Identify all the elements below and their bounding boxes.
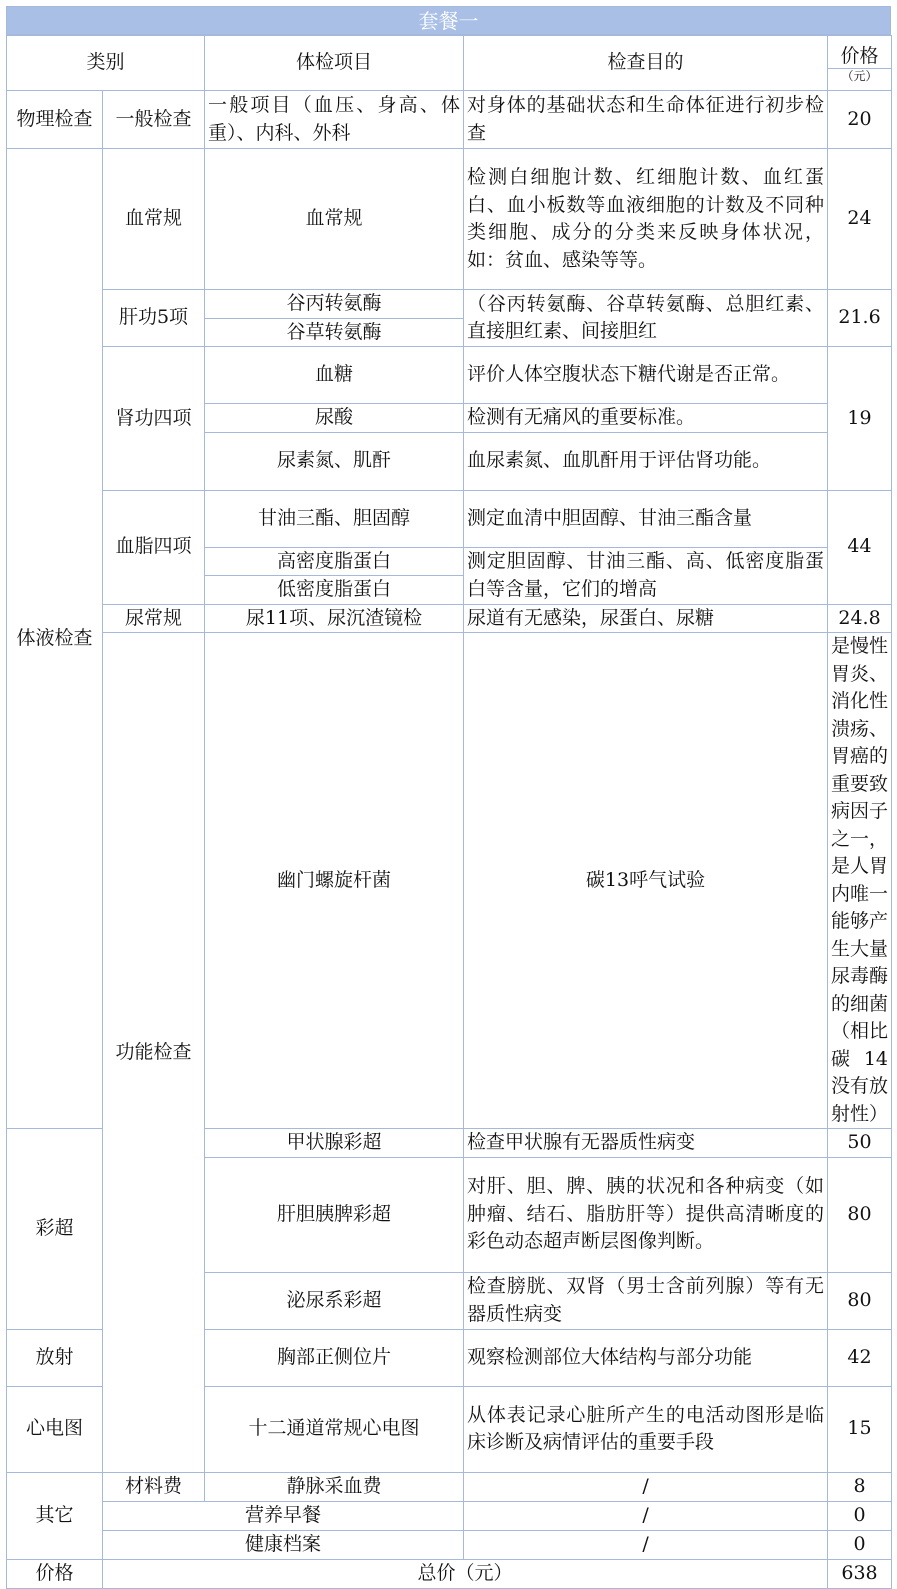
sub-material: 材料费 <box>103 1472 205 1501</box>
group-physical: 物理检查 <box>7 91 103 149</box>
purpose-xray: 观察检测部位大体结构与部分功能 <box>464 1329 828 1386</box>
group-function: 功能检查 <box>103 633 205 1473</box>
package-table-wrap <box>6 6 891 1584</box>
price-kidney: 19 <box>828 347 892 491</box>
sub-general: 一般检查 <box>103 91 205 149</box>
table-row <box>7 91 892 149</box>
price-urine: 24.8 <box>828 604 892 633</box>
purpose-general: 对身体的基础状态和生命体征进行初步检查 <box>464 91 828 149</box>
purpose-material: / <box>464 1472 828 1501</box>
item-hp: 碳13呼气试验 <box>464 633 828 1129</box>
price-ultrasound-3: 80 <box>828 1272 892 1329</box>
sub-hp: 幽门螺旋杆菌 <box>205 633 464 1129</box>
purpose-archive: / <box>464 1530 828 1559</box>
price-blood: 24 <box>828 149 892 290</box>
sub-ecg: 心电图 <box>7 1386 103 1472</box>
table-row <box>7 347 892 404</box>
item-archive: 健康档案 <box>103 1530 464 1559</box>
purpose-ultrasound-2: 对肝、胆、脾、胰的状况和各种病变（如肿瘤、结石、脂肪肝等）提供高清晰度的彩色动态超声断层图像判断。 <box>464 1157 828 1272</box>
purpose-blood: 检测白细胞计数、红细胞计数、血红蛋白、血小板数等血液细胞的计数及不同种类细胞、成分的分类来反映身体状况，如：贫血、感染等等。 <box>464 149 828 290</box>
header-price-unit: （元） <box>828 68 891 83</box>
price-ecg: 15 <box>828 1386 892 1472</box>
purpose-kidney-2: 检测有无痛风的重要标准。 <box>464 404 828 433</box>
item-lipid-3: 低密度脂蛋白 <box>205 576 464 605</box>
price-material: 8 <box>828 1472 892 1501</box>
item-ecg: 十二通道常规心电图 <box>205 1386 464 1472</box>
item-liver-1: 谷丙转氨酶 <box>205 290 464 319</box>
item-ultrasound-3: 泌尿系彩超 <box>205 1272 464 1329</box>
item-urine: 尿11项、尿沉渣镜检 <box>205 604 464 633</box>
group-other: 其它 <box>7 1472 103 1559</box>
group-price: 价格 <box>7 1559 103 1588</box>
sub-xray: 放射 <box>7 1329 103 1386</box>
price-xray: 42 <box>828 1329 892 1386</box>
item-liver-2: 谷草转氨酶 <box>205 318 464 347</box>
item-ultrasound-2: 肝胆胰脾彩超 <box>205 1157 464 1272</box>
item-xray: 胸部正侧位片 <box>205 1329 464 1386</box>
price-total: 638 <box>828 1559 892 1588</box>
item-total: 总价（元） <box>103 1559 828 1588</box>
header-category: 类别 <box>7 36 205 91</box>
header-price <box>828 36 892 91</box>
item-blood: 血常规 <box>205 149 464 290</box>
item-kidney-2: 尿酸 <box>205 404 464 433</box>
price-archive: 0 <box>828 1530 892 1559</box>
header-item: 体检项目 <box>205 36 464 91</box>
purpose-kidney-1: 评价人体空腹状态下糖代谢是否正常。 <box>464 347 828 404</box>
purpose-breakfast: / <box>464 1501 828 1530</box>
purpose-lipid-2: 测定胆固醇、甘油三酯、高、低密度脂蛋白等含量，它们的增高 <box>464 547 828 604</box>
purpose-liver: （谷丙转氨酶、谷草转氨酶、总胆红素、直接胆红素、间接胆红 <box>464 290 828 347</box>
price-ultrasound-2: 80 <box>828 1157 892 1272</box>
item-breakfast: 营养早餐 <box>103 1501 464 1530</box>
table-row <box>7 1472 892 1501</box>
table-row <box>7 490 892 547</box>
table-row <box>7 1501 892 1530</box>
purpose-ecg: 从体表记录心脏所产生的电活动图形是临床诊断及病情评估的重要手段 <box>464 1386 828 1472</box>
item-lipid-1: 甘油三酯、胆固醇 <box>205 490 464 547</box>
sub-kidney: 肾功四项 <box>103 347 205 491</box>
purpose-kidney-3: 血尿素氮、血肌酐用于评估肾功能。 <box>464 432 828 490</box>
purpose-ultrasound-3: 检查膀胱、双肾（男士含前列腺）等有无器质性病变 <box>464 1272 828 1329</box>
item-lipid-2: 高密度脂蛋白 <box>205 547 464 576</box>
total-row <box>7 1559 892 1588</box>
header-row <box>7 36 892 91</box>
table-row <box>7 1530 892 1559</box>
sub-blood: 血常规 <box>103 149 205 290</box>
item-general: 一般项目（血压、身高、体重）、内科、外科 <box>205 91 464 149</box>
header-price-label: 价格 <box>840 44 879 67</box>
purpose-urine: 尿道有无感染，尿蛋白、尿糖 <box>464 604 828 633</box>
table-row <box>7 633 892 1129</box>
price-liver: 21.6 <box>828 290 892 347</box>
purpose-lipid-1: 测定血清中胆固醇、甘油三酯含量 <box>464 490 828 547</box>
price-breakfast: 0 <box>828 1501 892 1530</box>
price-ultrasound-1: 50 <box>828 1129 892 1158</box>
price-general: 20 <box>828 91 892 149</box>
sub-urine: 尿常规 <box>103 604 205 633</box>
sub-liver: 肝功5项 <box>103 290 205 347</box>
item-ultrasound-1: 甲状腺彩超 <box>205 1129 464 1158</box>
sub-lipid: 血脂四项 <box>103 490 205 604</box>
group-fluid: 体液检查 <box>7 149 103 1129</box>
exam-table <box>6 35 892 1589</box>
package-title: 套餐一 <box>6 6 891 35</box>
table-row <box>7 604 892 633</box>
header-purpose: 检查目的 <box>464 36 828 91</box>
table-row <box>7 290 892 319</box>
item-kidney-1: 血糖 <box>205 347 464 404</box>
table-row <box>7 149 892 290</box>
purpose-ultrasound-1: 检查甲状腺有无器质性病变 <box>464 1129 828 1158</box>
item-material: 静脉采血费 <box>205 1472 464 1501</box>
sub-ultrasound: 彩超 <box>7 1129 103 1330</box>
item-kidney-3: 尿素氮、肌酐 <box>205 432 464 490</box>
price-lipid: 44 <box>828 490 892 604</box>
purpose-hp: 是慢性胃炎、消化性溃疡、胃癌的重要致病因子之一，是人胃内唯一能够产生大量尿毒酶的细菌（相比碳14没有放射性） <box>828 633 892 1129</box>
